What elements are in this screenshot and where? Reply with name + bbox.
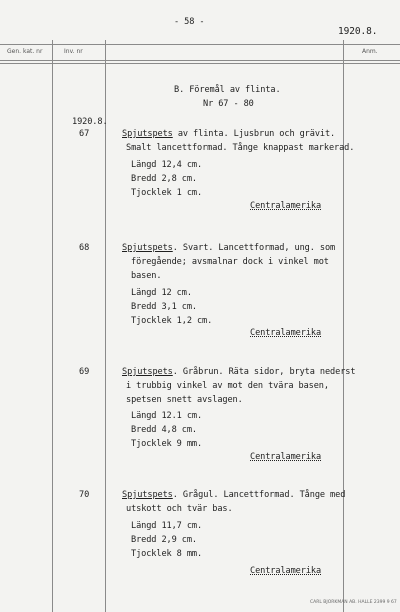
header-year: 1920.8. bbox=[338, 26, 378, 37]
measure-length: Längd 12 cm. bbox=[131, 288, 192, 298]
measure-width: Bredd 4,8 cm. bbox=[131, 425, 197, 435]
entry-line-1: Spjutspets av flinta. Ljusbrun och grävit. bbox=[122, 129, 336, 139]
measure-thickness: Tjocklek 9 mm. bbox=[131, 439, 203, 449]
origin-label: Centralamerika bbox=[250, 328, 322, 338]
column-header-gen-kat-nr: Gen. kat. nr bbox=[7, 48, 43, 55]
measure-length: Längd 12.1 cm. bbox=[131, 411, 203, 421]
column-divider-3 bbox=[343, 40, 344, 612]
entry-name: Spjutspets bbox=[122, 243, 173, 253]
origin-label: Centralamerika bbox=[250, 566, 322, 576]
entry-line-2: föregående; avsmalnar dock i vinkel mot bbox=[131, 257, 329, 267]
measure-thickness: Tjocklek 8 mm. bbox=[131, 549, 203, 559]
accession-year: 1920.8. bbox=[72, 117, 108, 127]
measure-thickness: Tjocklek 1 cm. bbox=[131, 188, 203, 198]
column-header-inv-nr: Inv. nr bbox=[64, 48, 83, 55]
header-bottom-rule bbox=[0, 60, 400, 61]
entry-number: 69 bbox=[79, 367, 90, 377]
header-top-rule bbox=[0, 44, 400, 45]
entry-line-1: Spjutspets. Gråbrun. Räta sidor, bryta nederst bbox=[122, 367, 356, 377]
page-number: - 58 - bbox=[174, 17, 205, 27]
origin-label: Centralamerika bbox=[250, 201, 322, 211]
entry-line-1: Spjutspets. Svart. Lancettformad, ung. som bbox=[122, 243, 336, 253]
entry-line-2: utskott och tvär bas. bbox=[126, 504, 233, 514]
entry-line-3: spetsen snett avslagen. bbox=[126, 395, 243, 405]
column-header-anm: Anm. bbox=[362, 48, 378, 55]
measure-length: Längd 11,7 cm. bbox=[131, 521, 203, 531]
printer-imprint: CARL BJORKMAN AB. HALLE 2399 9 67 bbox=[310, 600, 397, 605]
entry-number: 67 bbox=[79, 129, 90, 139]
measure-thickness: Tjocklek 1,2 cm. bbox=[131, 316, 213, 326]
entry-line-1: Spjutspets. Grågul. Lancettformad. Tånge med bbox=[122, 490, 346, 500]
entry-name: Spjutspets bbox=[122, 490, 173, 500]
origin-label: Centralamerika bbox=[250, 452, 322, 462]
measure-width: Bredd 2,8 cm. bbox=[131, 174, 197, 184]
entry-name: Spjutspets bbox=[122, 367, 173, 377]
entry-line-3: basen. bbox=[131, 271, 162, 281]
entry-name: Spjutspets bbox=[122, 129, 173, 139]
measure-width: Bredd 3,1 cm. bbox=[131, 302, 197, 312]
measure-width: Bredd 2,9 cm. bbox=[131, 535, 197, 545]
entry-number: 68 bbox=[79, 243, 90, 253]
entry-line-2: Smalt lancettformad. Tånge knappast markerad. bbox=[126, 143, 355, 153]
section-title: B. Föremål av flinta. bbox=[174, 85, 281, 95]
measure-length: Längd 12,4 cm. bbox=[131, 160, 203, 170]
section-range: Nr 67 - 80 bbox=[203, 99, 254, 109]
header-double-rule bbox=[0, 63, 400, 64]
column-divider-1 bbox=[52, 40, 53, 612]
entry-number: 70 bbox=[79, 490, 90, 500]
entry-line-2: i trubbig vinkel av mot den tvära basen, bbox=[126, 381, 329, 391]
